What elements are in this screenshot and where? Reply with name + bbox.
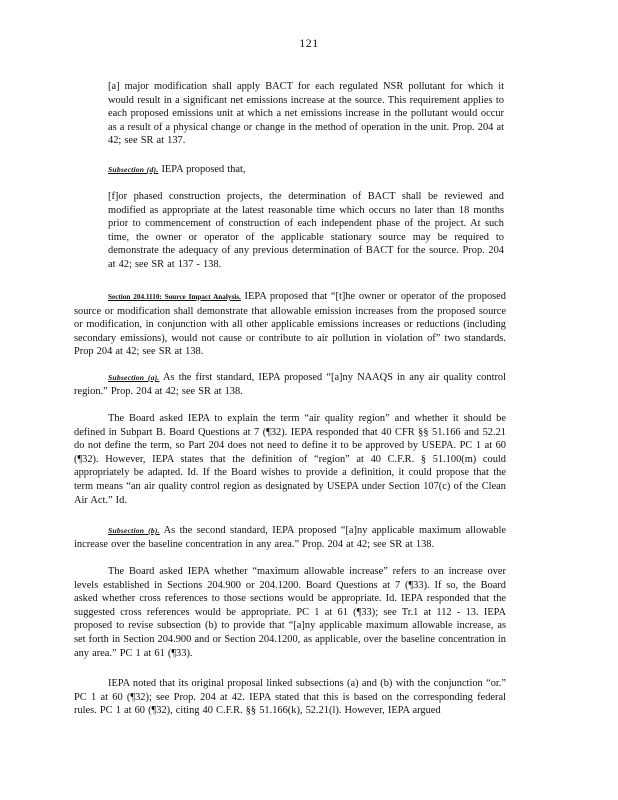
subsection-b-heading: Subsection (b). — [108, 526, 160, 535]
board-question-region-paragraph — [74, 412, 506, 507]
board-question-increase-paragraph — [74, 565, 506, 660]
subsection-a-text: As the first standard, IEPA proposed “[a]ny NAAQS in any air quality control region.” Prop. 204 at 42; see SR at 138. — [74, 372, 506, 397]
subsection-b-text: As the second standard, IEPA proposed “[a]ny applicable maximum allowable increase over the baseline concentration in any area.” Prop. 204 at 42; see SR at 138. — [74, 525, 506, 550]
block-quote-phased-construction: [f]or phased construction projects, the determination of BACT shall be reviewed and modified as appropriate at the latest reasonable time which occurs no later than 18 months prior to commencement of construction of each independent phase of the project. At such time, the owner or operator of the applicable stationary source may be required to demonstrate the adequacy of any previous determination of BACT for the source. Prop. 204 at 42; see SR at 137 - 138. — [108, 191, 504, 270]
page-number: 121 — [299, 36, 319, 50]
board-question-region-text: The Board asked IEPA to explain the term “air quality region” and whether it should be defined in Subpart B. Board Questions at 7 (¶32). IEPA responded that 40 CFR §§ 51.166 and 52.21 do not define the term, so Part 204 does not need to define it to be approved by USEPA. PC 1 at 60 (¶32). However, IEPA states that the definition of “region” at 40 C.F.R. § 51.100(m) could appropriately be adapted. Id. If the Board wishes to provide a definition, it could propose that the term means “an air quality control region as designated by USEPA under Section 107(c) of the Clean Air Act.” Id. — [74, 413, 506, 506]
iepa-conjunction-paragraph — [74, 677, 506, 718]
subsection-b-paragraph — [74, 524, 506, 551]
section-204-1110-heading: Section 204.1110: Source Impact Analysis. — [108, 293, 241, 301]
subsection-d-text: IEPA proposed that, — [158, 164, 246, 175]
board-question-increase-text: The Board asked IEPA whether “maximum allowable increase” refers to an increase over levels established in Sections 204.900 or 204.1200. Board Questions at 7 (¶33). If so, the Board asked whether cross references to those sections would be appropriate. Id. IEPA responded that the suggested cross references would be appropriate. PC 1 at 61 (¶33); see Tr.1 at 112 - 13. IEPA proposed to revise subsection (b) to provide that “[a]ny applicable maximum allowable increase, as set forth in Section 204.900 and or Section 204.1200, as applicable, over the baseline concentration in any area.” PC 1 at 61 (¶33). — [74, 566, 506, 659]
subsection-d-heading: Subsection (d). — [108, 165, 159, 174]
iepa-conjunction-text: IEPA noted that its original proposal linked subsections (a) and (b) with the conjunction “or.” PC 1 at 60 (¶32); see Prop. 204 at 42. IEPA stated that this is based on the corresponding federal rules. PC 1 at 60 (¶32), citing 40 C.F.R. §§ 51.166(k), 52.21(l). However, IEPA argued — [74, 678, 506, 717]
section-204-1110-text: IEPA proposed that “[t]he owner or operator of the proposed source or modification shall demonstrate that allowable emission increases from the proposed source or modification, in conjunction with all other applicable emissions increases or reductions (including secondary emissions), would not cause or contribute to air pollution in violation of” two standards. Prop 204 at 42; see SR at 138. — [74, 291, 506, 358]
subsection-d-paragraph — [108, 163, 504, 177]
subsection-a-heading: Subsection (a). — [108, 373, 160, 382]
subsection-a-paragraph — [74, 371, 506, 398]
block-quote-bact: [a] major modification shall apply BACT for each regulated NSR pollutant for which it would result in a significant net emissions increase at the source. This requirement applies to each proposed emissions unit at which a net emissions increase in the pollutant would occur as a result of a physical change or change in the method of operation in the unit. Prop. 204 at 42; see SR at 137. — [108, 81, 504, 147]
section-204-1110-paragraph — [74, 290, 506, 359]
